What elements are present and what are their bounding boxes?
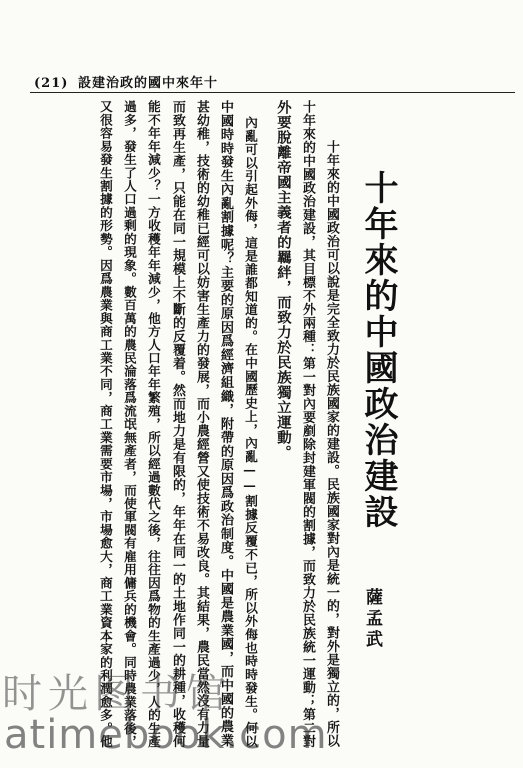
- text-column-5: 中國時時發生內亂割據呢？主要的原因爲經濟組織，附帶的原因爲政治制度。中國是農業國，而中國的農業: [218, 100, 233, 748]
- running-title: 設建治政的國中來年十: [77, 76, 218, 91]
- page-number: (21): [34, 76, 69, 91]
- text-column-7: 而致再生產，只能在同一規模上不斷的反覆着。然而地力是有限的，年年在同一的土地作同一的耕種，收穫何: [170, 100, 185, 748]
- text-column-10: 又很容易發生割據的形勢。因爲農業與商工業不同，商工業需要市場，市場愈大，商工業資本家的利潤愈多。他: [98, 100, 113, 749]
- watermark-url: atimebook.com: [4, 712, 328, 758]
- running-header: [30, 70, 515, 93]
- text-column-3: 外要脫離帝國主義者的羈絆，而致力於民族獨立運動。: [275, 100, 292, 460]
- header-text: [34, 72, 218, 91]
- text-column-6: 甚幼稚，技術的幼稚已經可以妨害生產力的發展，而小農經營又使技術不易改良。其結果，農民當然沒有力量: [194, 100, 209, 748]
- text-column-9: 過多，發生了人口過剩的現象。數百萬的農民淪落爲流氓無產者，而使軍閥有雇用傭兵的機會。同時農業落後，: [122, 100, 137, 749]
- text-column-1: 十年來的中國政治可以說是完全致力於民族國家的建設。民族國家對內是統一的，對外是獨立的，所以: [324, 140, 339, 748]
- article-title: 十年來的中國政治建設: [358, 170, 398, 530]
- text-column-8: 能不年年減少？一方收穫年年減少，他方人口年年繁殖，所以經過數代之後，往往因爲物的生產過少，人的生產: [146, 100, 161, 749]
- author-name: 薩孟武: [362, 588, 382, 651]
- text-column-4: 內亂可以引起外侮，這是誰都知道的。在中國歷史上，內亂——割據反覆不已，所以外侮也時時發生。何以: [242, 116, 257, 748]
- watermark-chinese: 时光图书馆: [2, 671, 232, 717]
- text-column-2: 十年來的中國政治建設，其目標不外兩種：第一對內要剷除封建軍閥的割據，而致力於民族統一運動；第二對: [300, 100, 315, 748]
